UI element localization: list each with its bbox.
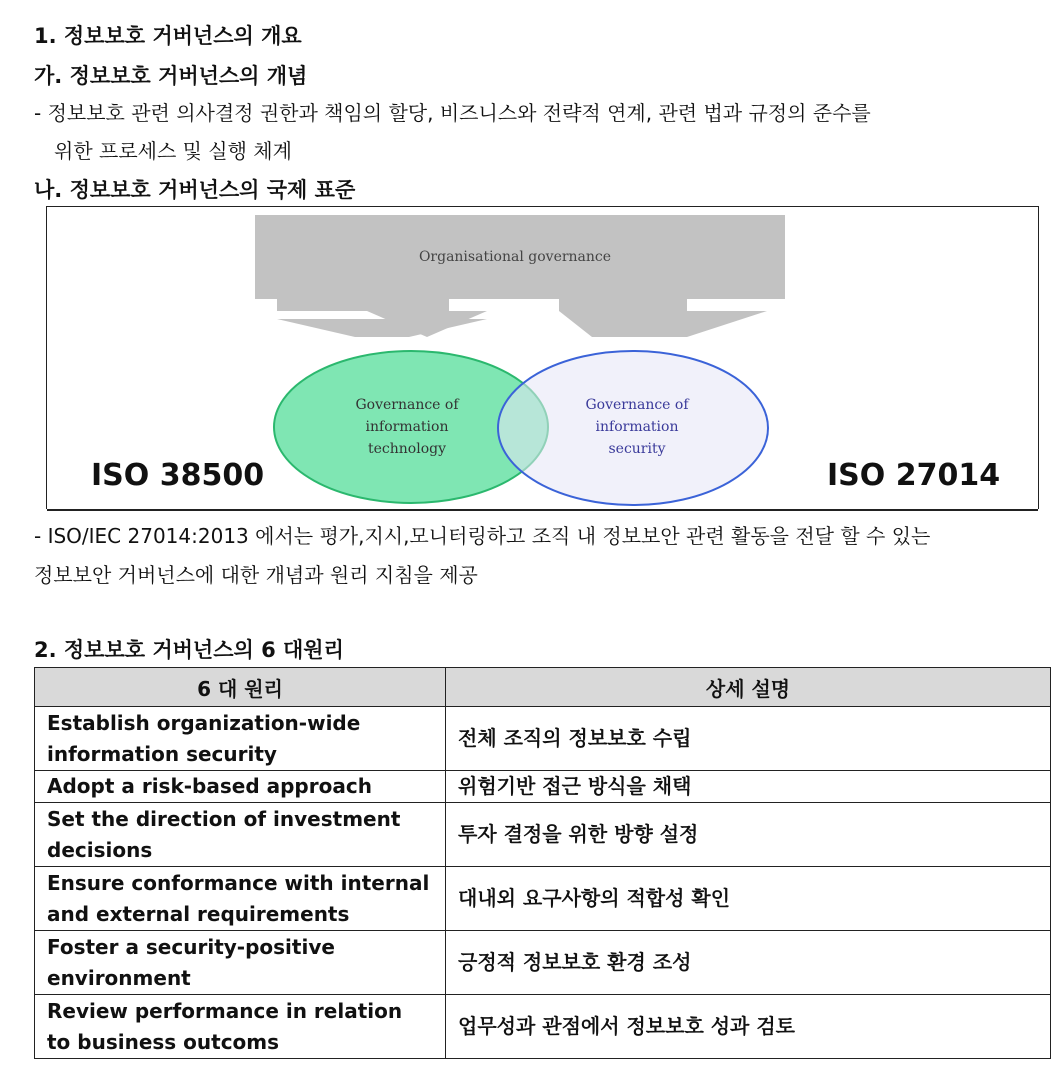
right-arrow-head bbox=[559, 299, 767, 337]
principle-line: Establish organization-wide bbox=[47, 710, 361, 735]
org-governance-label: Organisational governance bbox=[418, 249, 612, 265]
principle-line: decisions bbox=[47, 837, 153, 862]
it-governance-line-3: technology bbox=[368, 441, 446, 457]
governance-diagram bbox=[46, 206, 1039, 509]
subsection-a-heading: 가. 정보보호 거버넌스의 개념 bbox=[34, 64, 308, 88]
column-header-description: 상세 설명 bbox=[446, 668, 1051, 707]
principle-line: Review performance in relation bbox=[47, 998, 403, 1023]
it-governance-line-1: Governance of bbox=[355, 397, 459, 413]
principle-line: information security bbox=[47, 741, 277, 766]
table-row bbox=[35, 803, 1051, 867]
principle-line: Set the direction of investment bbox=[47, 806, 401, 831]
description-cell: 긍정적 정보보호 환경 조성 bbox=[446, 931, 1051, 995]
security-governance-line-2: information bbox=[595, 419, 679, 435]
principle-line: Foster a security-positive bbox=[47, 934, 335, 959]
security-governance-line-1: Governance of bbox=[585, 397, 689, 413]
description-cell: 투자 결정을 위한 방향 설정 bbox=[446, 803, 1051, 867]
principle-line: environment bbox=[47, 965, 191, 990]
principles-table bbox=[34, 667, 1051, 1059]
iso-27014-label: ISO 27014 bbox=[827, 458, 1001, 493]
principle-line: Adopt a risk-based approach bbox=[47, 774, 372, 798]
table-header-row bbox=[35, 668, 1051, 707]
iso-27014-note-line-1: - ISO/IEC 27014:2013 에서는 평가,지시,모니터링하고 조직 내 정보보안 관련 활동을 전달 할 수 있는 bbox=[34, 524, 931, 548]
subsection-b-heading: 나. 정보보호 거버넌스의 국제 표준 bbox=[34, 178, 356, 202]
table-row bbox=[35, 931, 1051, 995]
iso-27014-note-line-2: 정보보안 거버넌스에 대한 개념과 원리 지침을 제공 bbox=[34, 563, 478, 587]
principle-line: and external requirements bbox=[47, 901, 350, 926]
table-row bbox=[35, 707, 1051, 771]
principle-cell bbox=[35, 707, 446, 771]
description-cell: 대내외 요구사항의 적합성 확인 bbox=[446, 867, 1051, 931]
section-2-heading: 2. 정보보호 거버넌스의 6 대원리 bbox=[34, 638, 344, 662]
principle-cell bbox=[35, 931, 446, 995]
table-row bbox=[35, 995, 1051, 1059]
description-cell: 업무성과 관점에서 정보보호 성과 검토 bbox=[446, 995, 1051, 1059]
principle-line: to business outcoms bbox=[47, 1029, 280, 1054]
principle-cell bbox=[35, 771, 446, 803]
iso-38500-label: ISO 38500 bbox=[91, 458, 265, 493]
description-cell: 전체 조직의 정보보호 수립 bbox=[446, 707, 1051, 771]
principle-line: Ensure conformance with internal bbox=[47, 870, 430, 895]
description-cell: 위험기반 접근 방식을 채택 bbox=[446, 771, 1051, 803]
figure-baseline bbox=[47, 509, 1038, 511]
security-governance-line-3: security bbox=[608, 441, 666, 457]
principle-cell bbox=[35, 803, 446, 867]
column-header-principle: 6 대 원리 bbox=[35, 668, 446, 707]
left-arrow-head bbox=[277, 319, 487, 337]
section-1-heading: 1. 정보보호 거버넌스의 개요 bbox=[34, 24, 302, 48]
concept-line-2: 위한 프로세스 및 실행 체계 bbox=[54, 139, 292, 163]
it-governance-line-2: information bbox=[365, 419, 449, 435]
table-row bbox=[35, 867, 1051, 931]
table-row bbox=[35, 771, 1051, 803]
principle-cell bbox=[35, 867, 446, 931]
concept-line-1: - 정보보호 관련 의사결정 권한과 책임의 할당, 비즈니스와 전략적 연계, 관련 법과 규정의 준수를 bbox=[34, 101, 871, 125]
principle-cell bbox=[35, 995, 446, 1059]
